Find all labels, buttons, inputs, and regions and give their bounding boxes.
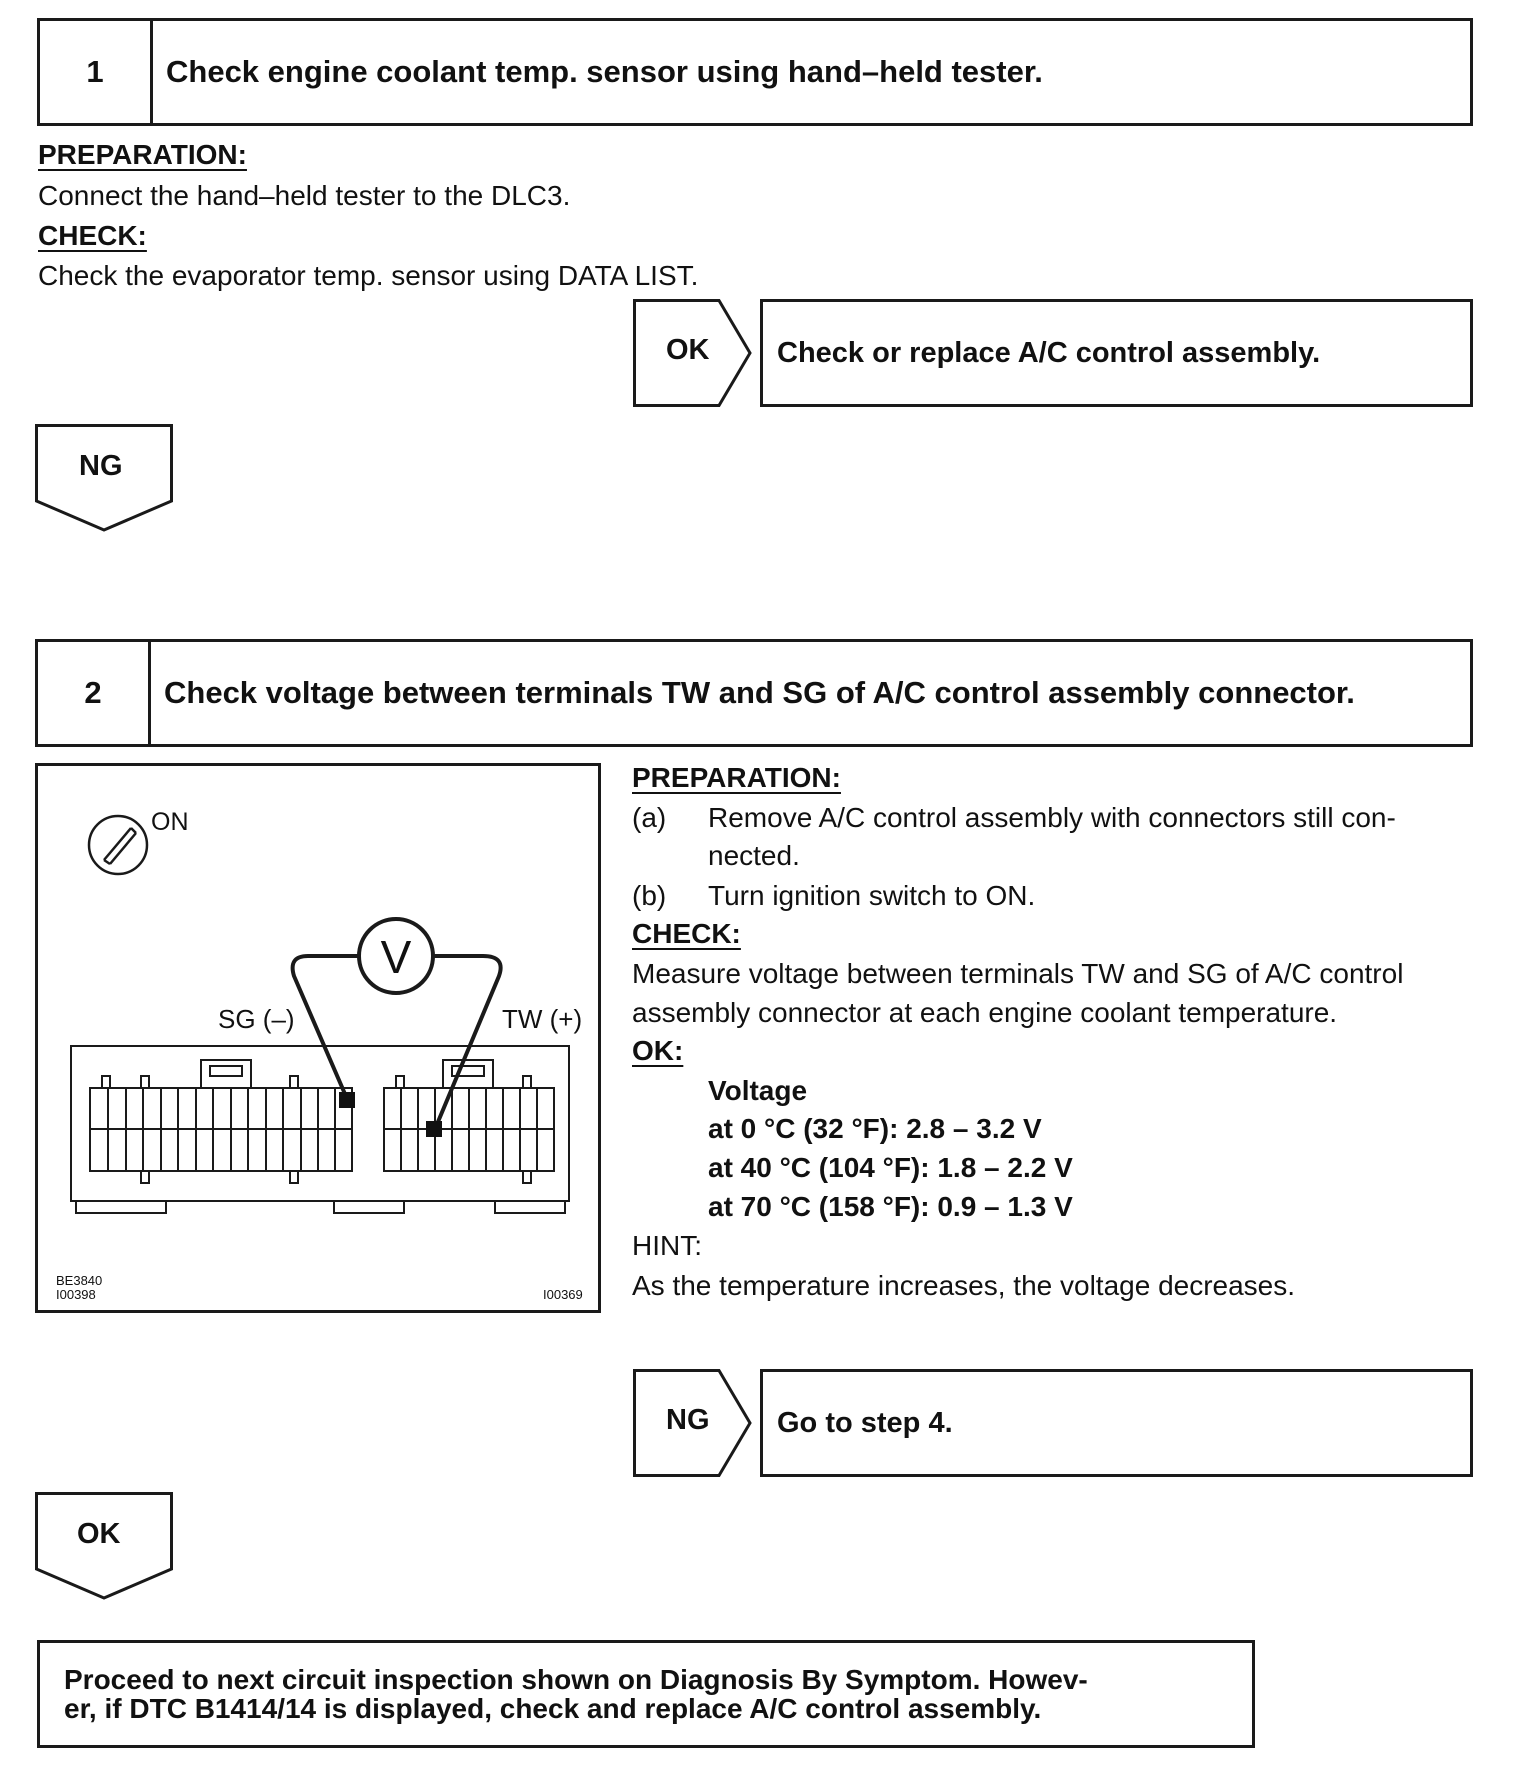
step1-ng-label: NG (79, 450, 123, 482)
step2-ng-result: Go to step 4. (777, 1406, 953, 1439)
step1-title: Check engine coolant temp. sensor using hand–held tester. (166, 54, 1043, 89)
step2-title: Check voltage between terminals TW and SG of A/C control assembly connector. (164, 675, 1355, 710)
ignition-on-label: ON (151, 808, 189, 836)
step2-prep-b-text: Turn ignition switch to ON. (708, 880, 1036, 911)
step1-number: 1 (40, 21, 153, 123)
step2-number: 2 (38, 642, 151, 744)
figure-ref-code-1: BE3840 (56, 1273, 103, 1288)
tw-terminal (426, 1121, 442, 1137)
step2-hint-text: As the temperature increases, the voltage decreases. (632, 1270, 1296, 1301)
step2-preparation-heading: PREPARATION: (632, 762, 841, 793)
spec-title: Voltage (708, 1075, 808, 1106)
sg-terminal-label: SG (–) (218, 1004, 295, 1034)
ignition-switch-icon (89, 816, 147, 874)
connector-diagram (38, 766, 598, 1310)
figure-ref-code-3: I00369 (543, 1287, 583, 1302)
voltmeter-label: V (380, 931, 412, 983)
final-instruction-box (37, 1640, 1255, 1748)
probe-wire-sg (293, 956, 359, 1101)
final-instruction-line2: er, if DTC B1414/14 is displayed, check and replace A/C control assembly. (64, 1693, 1042, 1724)
step1-check-heading: CHECK: (38, 220, 147, 251)
step2-prep-a-line1: Remove A/C control assembly with connectors still con- (708, 802, 1396, 833)
connector-figure (35, 763, 601, 1313)
step2-ng-result-box (760, 1369, 1473, 1477)
probe-wire-tw (433, 956, 501, 1129)
step1-ok-label: OK (666, 334, 710, 366)
step2-prep-a-line2: nected. (708, 840, 800, 871)
figure-ref-code-2: I00398 (56, 1287, 96, 1302)
final-instruction-line1: Proceed to next circuit inspection shown on Diagnosis By Symptom. Howev- (64, 1664, 1088, 1695)
step1-header (37, 18, 1473, 126)
tw-terminal-label: TW (+) (502, 1004, 583, 1034)
step2-check-line1: Measure voltage between terminals TW and SG of A/C control (632, 958, 1404, 989)
sg-terminal (339, 1092, 355, 1108)
step1-ok-result: Check or replace A/C control assembly. (777, 336, 1321, 369)
spec-70c: at 70 °C (158 °F): 0.9 – 1.3 V (708, 1191, 1073, 1222)
step1-check-text: Check the evaporator temp. sensor using DATA LIST. (38, 260, 699, 291)
step2-check-heading: CHECK: (632, 918, 741, 949)
step2-ng-label: NG (666, 1404, 710, 1436)
step1-preparation-text: Connect the hand–held tester to the DLC3. (38, 180, 571, 211)
step2-check-line2: assembly connector at each engine coolant temperature. (632, 997, 1338, 1028)
step2-prep-a-marker: (a) (632, 802, 667, 833)
step2-ok-heading: OK: (632, 1035, 684, 1066)
step1-ok-result-box (760, 299, 1473, 407)
step2-hint-heading: HINT: (632, 1230, 702, 1261)
spec-40c: at 40 °C (104 °F): 1.8 – 2.2 V (708, 1152, 1073, 1183)
step2-prep-b-marker: (b) (632, 880, 667, 911)
spec-0c: at 0 °C (32 °F): 2.8 – 3.2 V (708, 1113, 1042, 1144)
connector-body (71, 1046, 569, 1213)
step2-ok-label: OK (77, 1518, 121, 1550)
step1-preparation-heading: PREPARATION: (38, 139, 247, 170)
step2-header (35, 639, 1473, 747)
